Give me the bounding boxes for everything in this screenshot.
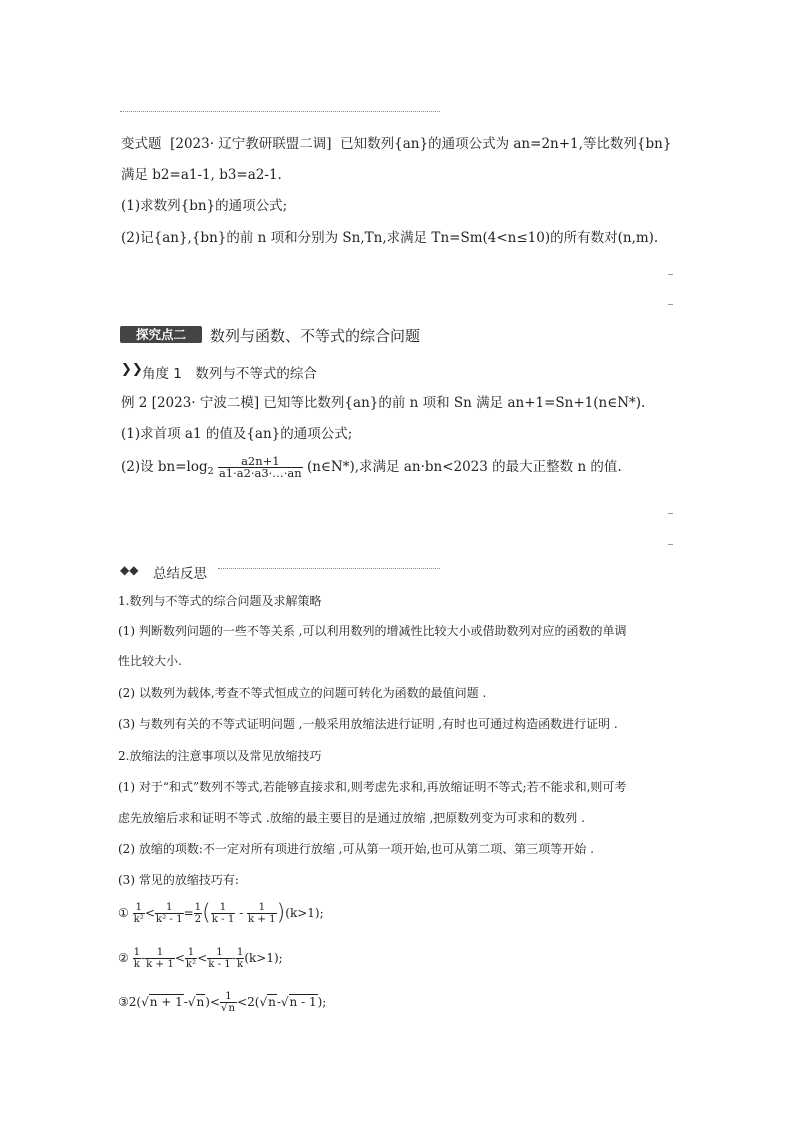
variant-line2: 满足 b2=a1-1, b3=a2-1. xyxy=(121,167,282,183)
summary-line: (1) 判断数列问题的一些不等关系 ,可以利用数列的增减性比较大小或借助数列对应的函数的单调 xyxy=(118,624,627,638)
formula-3-post: )< xyxy=(205,995,220,1009)
summary-separator xyxy=(218,568,440,569)
sqrt-term: n - 1 xyxy=(289,995,317,1009)
formula-1: ① $\frac{1}{\text{k²}}$ < $\frac{1}{\text{k² - 1}}$ = $\frac{1}{2}$ ( $\frac{1}{k - 1}$ - $\frac{1}{k + 1}$ )(k>1); xyxy=(118,900,324,926)
log-denominator: a1·a2·a3·…·an xyxy=(218,466,302,480)
section-title: 数列与函数、不等式的综合问题 xyxy=(210,327,421,345)
frac-num: 1 xyxy=(211,902,236,914)
summary-line: (1) 对于“和式”数列不等式,若能够直接求和,则考虑先求和,再放缩证明不等式;若不能求和,则可考 xyxy=(118,780,627,794)
formula-1-cond: (k>1); xyxy=(285,906,324,920)
frac-den: k² xyxy=(185,959,197,970)
log-numerator: a2n+1 xyxy=(218,456,303,468)
frac-den: k - 1 xyxy=(208,959,231,970)
circled-2: ② xyxy=(118,951,129,965)
frac-den: k² xyxy=(133,914,144,925)
example-q2-prefix: (2)设 bn=log xyxy=(121,459,208,475)
log-base: 2 xyxy=(207,466,214,477)
top-separator xyxy=(120,111,440,112)
formula-3-minus: - xyxy=(183,995,188,1009)
diamond-icon: ◆◆ xyxy=(120,563,139,577)
frac-num: 1 xyxy=(247,902,277,914)
log-fraction xyxy=(218,456,303,479)
variant-line1 xyxy=(121,135,671,153)
summary-line: 性比较大小. xyxy=(118,654,182,668)
frac-num: 1 xyxy=(194,902,202,913)
sqrt-term: n + 1 xyxy=(149,995,183,1009)
frac-num: 1 xyxy=(145,947,175,959)
summary-line: 2.放缩法的注意事项以及常见放缩技巧 xyxy=(118,749,322,763)
frac-num: 1 xyxy=(185,947,197,959)
chevron-double-icon: ❯❯ xyxy=(121,362,143,377)
summary-line: (3) 常见的放缩技巧有: xyxy=(118,873,239,887)
frac-num: 1 xyxy=(133,947,141,958)
frac-den: √n xyxy=(221,1003,236,1014)
frac-den: k + 1 xyxy=(146,959,174,970)
circled-1: ① xyxy=(118,906,129,920)
formula-2-cond: (k>1); xyxy=(244,951,283,965)
formula-3: ③2(√n + 1-√n)< $\frac{1}{√n}$ <2(√n-√n - 1); xyxy=(118,991,327,1014)
formula-2: ② $\frac{1}{k}$ - $\frac{1}{k + 1}$ < $\frac{1}{\text{k²}}$ < $\frac{1}{k - 1}$ - $\frac{1}{k}$ (k>1); xyxy=(118,947,283,970)
formula-3-post2: <2( xyxy=(237,995,260,1009)
formula-3-minus: - xyxy=(276,995,281,1009)
margin-tick xyxy=(668,544,673,545)
frac-den: k xyxy=(236,959,244,970)
summary-line: 虑先放缩后求和证明不等式 .放缩的最主要目的是通过放缩 ,把原数列变为可求和的数列 . xyxy=(118,811,585,825)
summary-line: (3) 与数列有关的不等式证明问题 ,一般采用放缩法进行证明 ,有时也可通过构造函数进行证明 . xyxy=(118,717,618,731)
summary-title: 总结反思 xyxy=(153,566,207,582)
example-q1: (1)求首项 a1 的值及{an}的通项公式; xyxy=(121,426,353,442)
sqrt-term: n xyxy=(196,995,205,1009)
summary-line: (2) 以数列为载体,考查不等式恒成立的问题可转化为函数的最值问题 . xyxy=(118,686,487,700)
circled-3: ③ xyxy=(118,995,129,1009)
section-badge: 探究点二 xyxy=(120,326,202,343)
formula-3-end: ); xyxy=(317,995,327,1009)
formula-3-pre: 2( xyxy=(128,995,142,1009)
summary-line: 1.数列与不等式的综合问题及求解策略 xyxy=(118,594,322,608)
variant-text1: 已知数列{an}的通项公式为 an=2n+1,等比数列{bn} xyxy=(340,136,672,152)
angle-title: 角度 1 数列与不等式的综合 xyxy=(142,366,317,382)
frac-num: 1 xyxy=(207,947,232,959)
example-line1: 例 2 [2023· 宁波二模] 已知等比数列{an}的前 n 项和 Sn 满足 an+1=Sn+1(n∈N*). xyxy=(121,395,646,411)
variant-q1: (1)求数列{bn}的通项公式; xyxy=(121,198,288,214)
frac-num: 1 xyxy=(236,947,244,958)
frac-den: k² - 1 xyxy=(155,914,183,925)
frac-den: k xyxy=(133,959,140,970)
frac-den: k - 1 xyxy=(211,914,235,925)
frac-num: 1 xyxy=(220,991,237,1003)
frac-den: 2 xyxy=(194,914,202,925)
variant-q2: (2)记{an},{bn}的前 n 项和分别为 Sn,Tn,求满足 Tn=Sm(4<n≤10)的所有数对(n,m). xyxy=(121,230,659,246)
sqrt-term: n xyxy=(228,1003,236,1014)
frac-den: k + 1 xyxy=(248,914,276,925)
margin-tick xyxy=(668,304,673,305)
summary-line: (2) 放缩的项数:不一定对所有项进行放缩 ,可从第一项开始,也可从第二项、第三项等开始 . xyxy=(118,842,594,856)
margin-tick xyxy=(668,274,673,275)
variant-source: [2023· 辽宁教研联盟二调] xyxy=(170,136,332,152)
sqrt-term: n xyxy=(268,995,276,1009)
margin-tick xyxy=(668,513,673,514)
example-q2 xyxy=(121,456,622,481)
variant-prefix: 变式题 xyxy=(121,136,162,152)
example-q2-suffix: (n∈N*),求满足 an·bn<2023 的最大正整数 n 的值. xyxy=(306,459,622,475)
frac-num: 1 xyxy=(155,902,184,914)
frac-num: 1 xyxy=(133,902,145,914)
